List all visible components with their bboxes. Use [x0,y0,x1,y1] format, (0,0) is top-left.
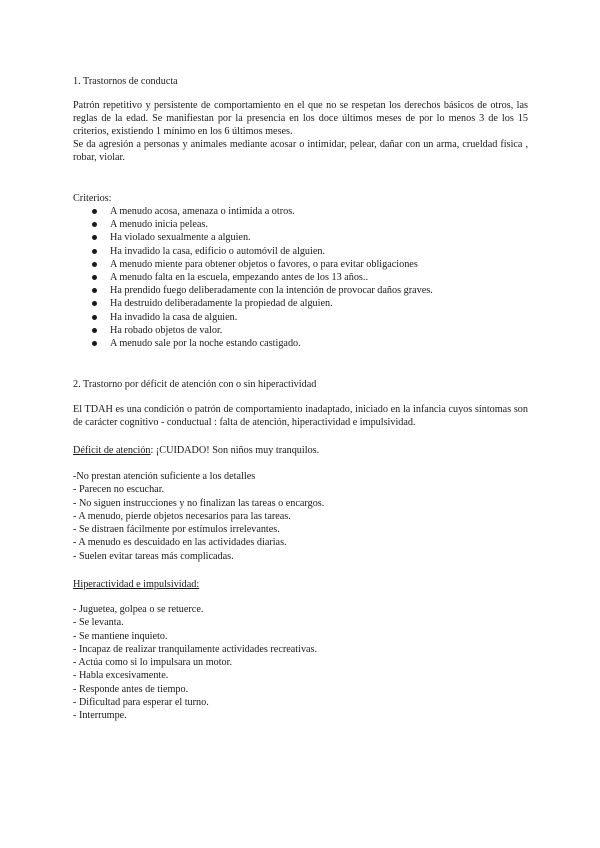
list-item: Ha robado objetos de valor. [73,324,433,337]
list-item: - Se levanta. [73,617,124,629]
section1-title: 1. Trastornos de conducta [73,76,178,87]
list-item: - Responde antes de tiempo. [73,683,189,695]
section2-paragraph-1: El TDAH es una condición o patrón de comportamiento inadaptado, iniciado en la infancia cuyos síntomas son de carácter cognitivo - conductual : falta de atención, hiperactividad e impulsividad. [73,404,528,428]
list-item: - Actúa como si lo impulsara un motor. [73,657,233,669]
list-item: - Parecen no escuchar. [73,484,165,496]
list-item: A menudo sale por la noche estando castigado. [73,337,433,350]
list-item: - A menudo es descuidado en las actividades diarias. [73,537,287,549]
section1-paragraph-1: Patrón repetitivo y persistente de comportamiento en el que no se respetan los derechos básicos de otros, las reglas de la edad. Se manifiestan por la presencia en los doce últimos meses de por lo menos 3 de los 15 criterios, existiendo 1 mínimo en los 6 últimos meses. [73,100,528,137]
deficit-heading: Déficit de atención [73,445,151,456]
hyper-list [73,603,317,723]
list-item: - No siguen instrucciones y no finalizan las tareas o encargos. [73,497,325,509]
list-item: - Incapaz de realizar tranquilamente actividades recreativas. [73,643,318,655]
list-item: Ha destruido deliberadamente la propiedad de alguien. [73,297,433,310]
list-item: -No prestan atención suficiente a los detalles [73,471,256,482]
list-item: Ha invadido la casa de alguien. [73,311,433,324]
list-item: A menudo miente para obtener objetos o favores, o para evitar obligaciones [73,258,433,271]
list-item: Ha violado sexualmente a alguien. [73,231,433,244]
section2-title: 2. Trastorno por déficit de atención con o sin hiperactividad [73,379,317,390]
criteria-label: Criterios: [73,193,112,204]
deficit-note: : ¡CUIDADO! Son niños muy tranquilos. [150,445,320,456]
list-item: - Suelen evitar tareas más complicadas. [73,550,234,562]
list-item: - Habla excesivamente. [73,670,169,682]
section1-paragraph-2: Se da agresión a personas y animales mediante acosar o intimidar, pelear, dañar con un arma, crueldad física , robar, violar. [73,139,528,163]
list-item: Ha prendido fuego deliberadamente con la intención de provocar daños graves. [73,284,433,297]
list-item: - Interrumpe. [73,710,127,722]
list-item: A menudo acosa, amenaza o intimida a otros. [73,205,433,218]
list-item: A menudo falta en la escuela, empezando antes de los 13 años.. [73,271,433,284]
list-item: - A menudo, pierde objetos necesarios para las tareas. [73,510,291,522]
deficit-heading-line [73,444,319,457]
list-item: A menudo inicia peleas. [73,218,433,231]
list-item: - Juguetea, golpea o se retuerce. [73,604,204,615]
hyper-heading: Hiperactividad e impulsividad: [73,579,200,590]
deficit-list [73,470,324,563]
criteria-list [73,205,433,350]
list-item: - Se distraen fácilmente por estímulos irrelevantes. [73,524,280,536]
list-item: Ha invadido la casa, edificio o automóvil de alguien. [73,245,433,258]
list-item: - Dificultad para esperar el turno. [73,697,209,709]
list-item: - Se mantiene inquieto. [73,630,168,642]
